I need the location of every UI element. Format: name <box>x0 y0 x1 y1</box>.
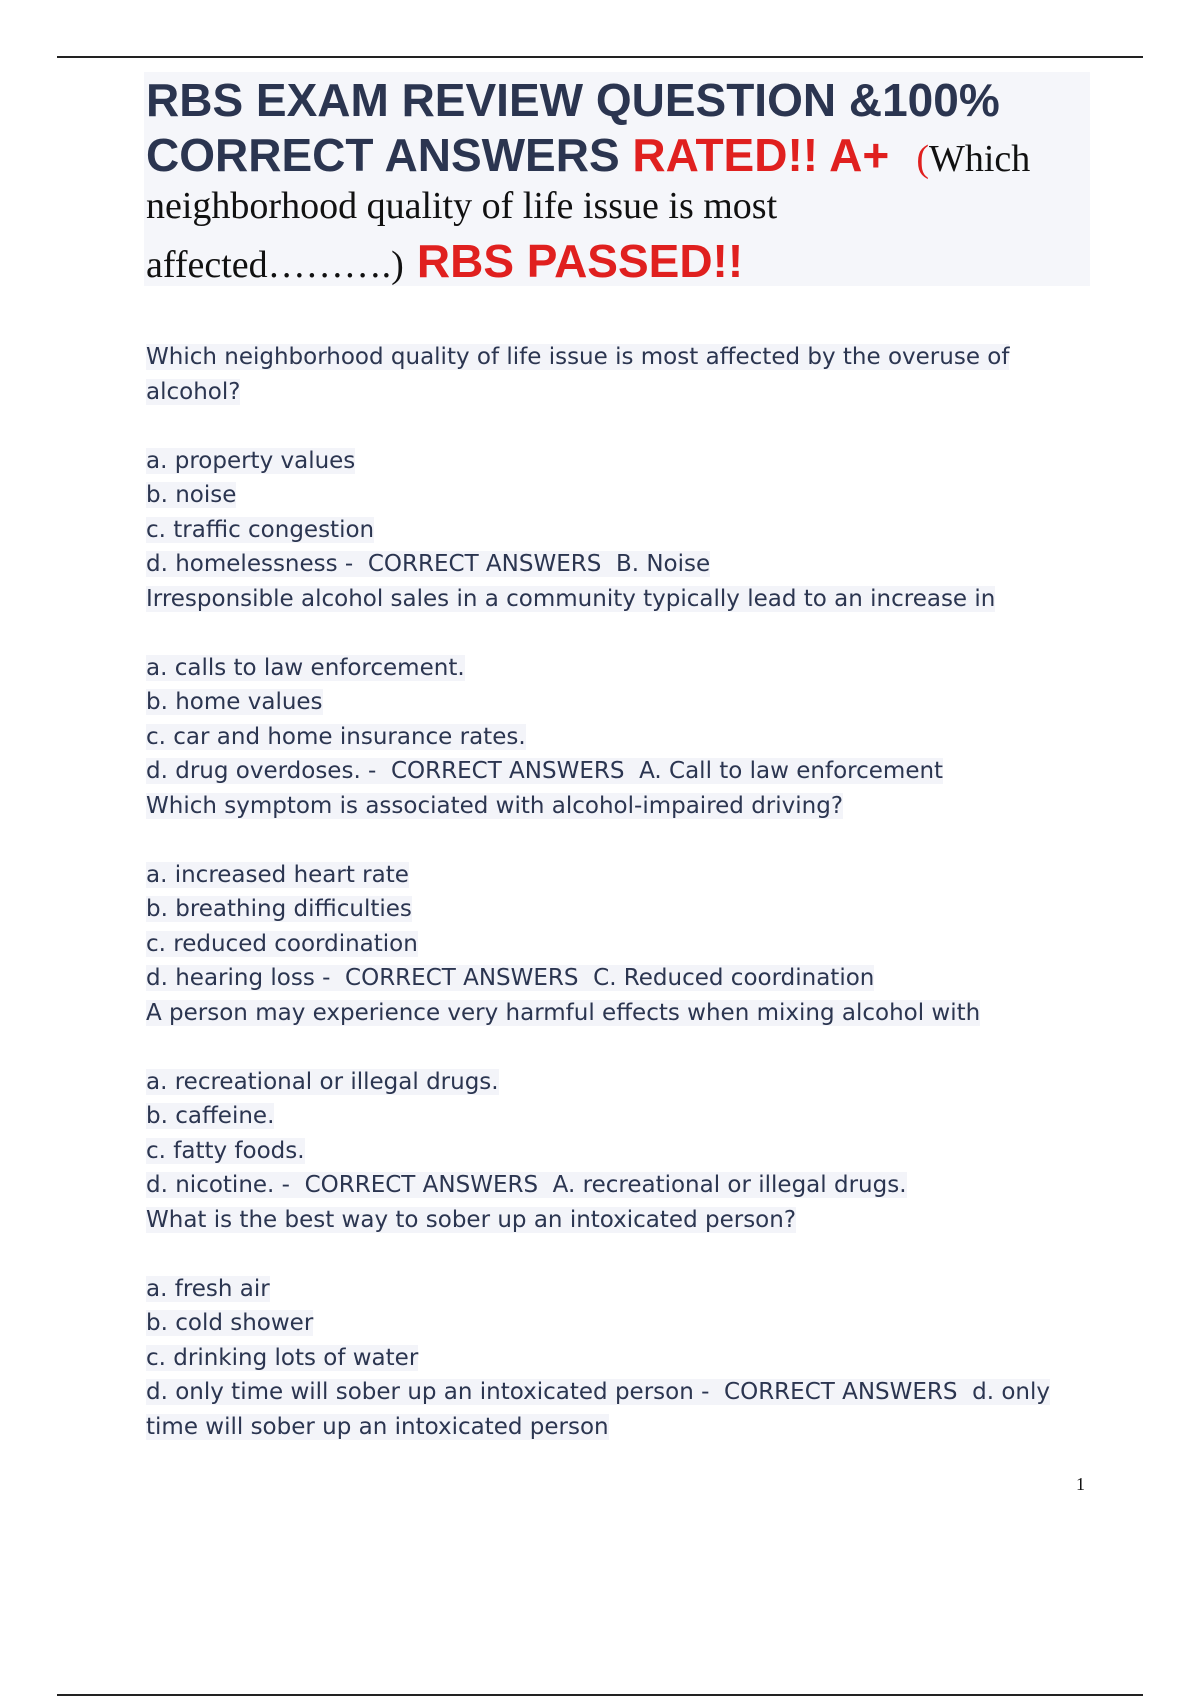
answer-option: c. fatty foods. <box>146 1137 305 1164</box>
title-line-4 <box>146 234 743 288</box>
answer-option: c. traffic congestion <box>146 516 375 543</box>
title-line-3 <box>146 184 777 228</box>
bottom-rule <box>57 1694 1143 1696</box>
answer-option-correct-cont: time will sober up an intoxicated person <box>146 1413 609 1440</box>
title-text-3: neighborhood quality of life issue is most <box>146 185 778 227</box>
answer-option: b. noise <box>146 482 237 508</box>
answer-option: c. reduced coordination <box>146 930 418 957</box>
answer-option: b. breathing difficulties <box>146 896 412 922</box>
answer-option-correct: d. only time will sober up an intoxicated person - CORRECT ANSWERS d. only <box>146 1379 1050 1405</box>
answer-option: b. caffeine. <box>146 1103 275 1129</box>
answer-option: c. drinking lots of water <box>146 1344 419 1371</box>
question-line: alcohol? <box>146 378 241 405</box>
question-line: Which neighborhood quality of life issue is most affected by the overuse of <box>146 344 1010 370</box>
answer-option-correct: d. homelessness - CORRECT ANSWERS B. Noise <box>146 551 711 577</box>
answer-option: b. cold shower <box>146 1310 314 1336</box>
title-line-2 <box>146 128 1030 182</box>
question-line: What is the best way to sober up an intoxicated person? <box>146 1206 797 1233</box>
answer-option-correct: d. nicotine. - CORRECT ANSWERS A. recreational or illegal drugs. <box>146 1172 907 1198</box>
questions-list <box>146 340 1050 1444</box>
page-number: 1 <box>1076 1474 1085 1494</box>
question-line: A person may experience very harmful effects when mixing alcohol with <box>146 999 981 1026</box>
passed-badge-text: RBS PASSED!! <box>416 235 744 287</box>
answer-option-correct: d. drug overdoses. - CORRECT ANSWERS A. Call to law enforcement <box>146 758 944 784</box>
rated-badge-text: RATED!! A+ <box>632 129 890 181</box>
answer-option: a. recreational or illegal drugs. <box>146 1068 499 1095</box>
title-line-1 <box>146 73 1000 127</box>
title-serif-which: Which <box>929 138 1031 180</box>
answer-option-correct: d. hearing loss - CORRECT ANSWERS C. Reduced coordination <box>146 965 875 991</box>
title-text-2: CORRECT ANSWERS <box>146 129 633 181</box>
question-line: Which symptom is associated with alcohol-impaired driving? <box>146 792 844 819</box>
title-text-1: RBS EXAM REVIEW QUESTION &100% <box>146 74 1000 126</box>
answer-option: a. property values <box>146 447 356 474</box>
answer-option: b. home values <box>146 689 323 715</box>
open-paren: ( <box>916 138 929 180</box>
question-line: Irresponsible alcohol sales in a community typically lead to an increase in <box>146 585 996 612</box>
answer-option: c. car and home insurance rates. <box>146 723 526 750</box>
answer-option: a. calls to law enforcement. <box>146 654 465 681</box>
top-rule <box>57 56 1143 58</box>
answer-option: a. increased heart rate <box>146 861 409 888</box>
answer-option: a. fresh air <box>146 1275 270 1302</box>
title-text-4: affected……….) <box>146 244 404 286</box>
